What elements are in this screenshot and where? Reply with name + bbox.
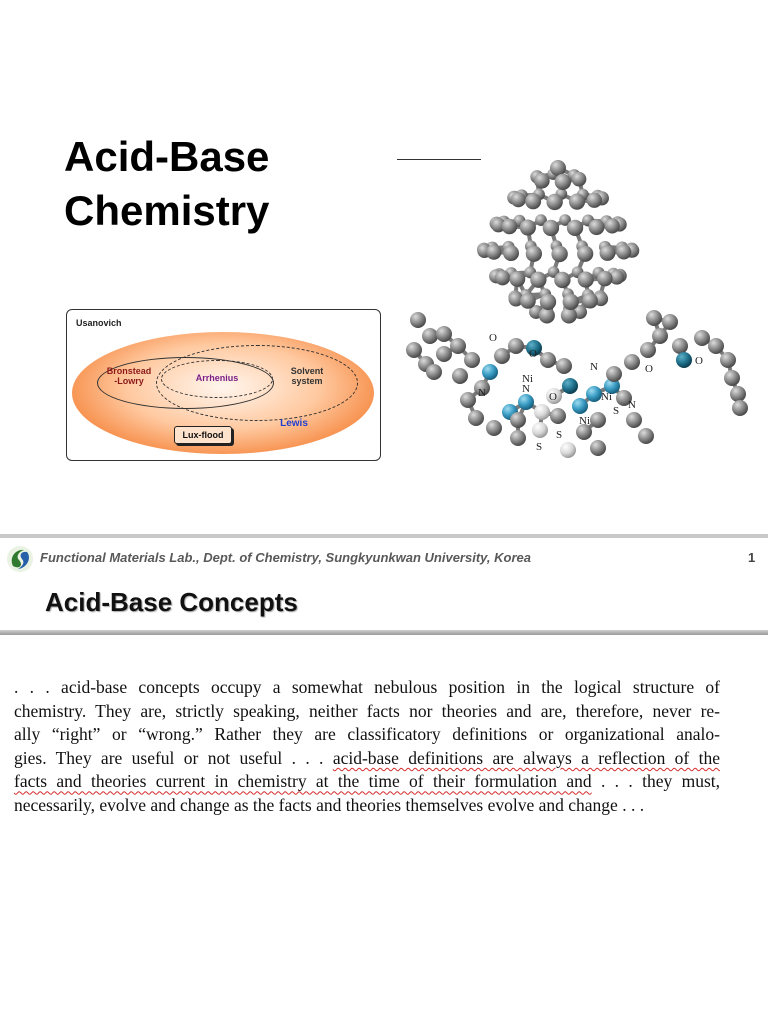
atom-sphere bbox=[510, 430, 526, 446]
atom-label: O bbox=[529, 348, 537, 360]
solvent-label bbox=[277, 366, 337, 386]
atom-sphere bbox=[582, 293, 598, 309]
atom-sphere bbox=[597, 271, 613, 287]
atom-sphere bbox=[510, 412, 526, 428]
atom-label: Ni bbox=[522, 373, 533, 385]
header-divider bbox=[0, 630, 768, 635]
quote-line bbox=[14, 747, 720, 771]
quote-line: . . . acid-base concepts occupy a somewhat nebulous position in the logical structure of bbox=[14, 677, 720, 697]
atom-sphere bbox=[563, 294, 579, 310]
atom-label: S bbox=[556, 429, 563, 441]
usanovich-diagram bbox=[66, 309, 381, 461]
atom-label: N bbox=[590, 361, 598, 373]
atom-sphere bbox=[532, 422, 548, 438]
atom-label: S bbox=[536, 441, 543, 453]
quote-line: necessarily, evolve and change as the facts and theories themselves evolve and change . . . bbox=[14, 794, 645, 815]
atom-sphere bbox=[450, 338, 466, 354]
page-number: 1 bbox=[748, 550, 756, 565]
slide-title bbox=[64, 130, 384, 238]
atom-sphere bbox=[406, 342, 422, 358]
atom-sphere bbox=[561, 307, 577, 323]
atom-sphere bbox=[436, 346, 452, 362]
bronsted-label bbox=[101, 366, 157, 386]
atom-sphere bbox=[526, 246, 542, 262]
atom-sphere bbox=[578, 272, 594, 288]
atom-sphere bbox=[662, 314, 678, 330]
lewis-label: Lewis bbox=[280, 418, 308, 429]
atom-sphere bbox=[525, 193, 541, 209]
atom-label: O bbox=[489, 332, 497, 344]
atom-label: O bbox=[645, 363, 653, 375]
atom-sphere bbox=[502, 219, 517, 234]
atom-sphere bbox=[511, 192, 526, 207]
atom-sphere bbox=[436, 326, 452, 342]
atom-sphere bbox=[518, 394, 534, 410]
atom-sphere bbox=[587, 193, 602, 208]
atom-sphere bbox=[551, 246, 567, 262]
slide-divider bbox=[0, 534, 768, 538]
atom-sphere bbox=[422, 328, 438, 344]
atom-sphere bbox=[410, 312, 426, 328]
quote-line bbox=[14, 770, 720, 794]
atom-sphere bbox=[606, 366, 622, 382]
atom-label: S bbox=[613, 405, 620, 417]
atom-sphere bbox=[464, 352, 480, 368]
atom-sphere bbox=[534, 173, 550, 189]
atom-sphere bbox=[494, 348, 510, 364]
atom-label: N bbox=[628, 399, 636, 411]
atom-sphere bbox=[452, 368, 468, 384]
atom-label: O bbox=[549, 391, 557, 403]
atom-label: Ni bbox=[601, 391, 612, 403]
atom-sphere bbox=[605, 218, 620, 233]
bronsted-label-line1: Bronstead bbox=[106, 366, 152, 376]
quote-line: ally “right” or “wrong.” Rather they are classificatory definitions or organizational analo- bbox=[14, 724, 720, 745]
atom-sphere bbox=[486, 420, 502, 436]
spellcheck-underlined-text: acid-base definitions are always a reflection of the bbox=[332, 747, 721, 768]
atom-sphere bbox=[586, 386, 602, 402]
atom-sphere bbox=[730, 386, 746, 402]
title-line-2: Chemistry bbox=[64, 187, 270, 234]
section-title: Acid-Base Concepts bbox=[45, 587, 298, 617]
atom-sphere bbox=[509, 271, 525, 287]
atom-sphere bbox=[546, 194, 562, 210]
atom-sphere bbox=[562, 378, 578, 394]
atom-sphere bbox=[577, 246, 593, 262]
atom-sphere bbox=[590, 440, 606, 456]
solvent-label-line2: system bbox=[291, 376, 323, 386]
quote-block bbox=[14, 676, 720, 818]
quote-line: chemistry. They are, strictly speaking, neither facts nor theories and are, therefore, never re- bbox=[14, 700, 720, 721]
quote-text: gies. They are useful or not useful . . . bbox=[14, 747, 333, 768]
atom-sphere bbox=[550, 160, 566, 176]
atom-label: N bbox=[522, 383, 530, 395]
atom-sphere bbox=[556, 358, 572, 374]
title-line-1: Acid-Base bbox=[64, 133, 270, 180]
atom-sphere bbox=[720, 352, 736, 368]
arrhenius-label: Arrhenius bbox=[195, 373, 239, 383]
bronsted-label-line2: -Lowry bbox=[114, 376, 144, 386]
atom-sphere bbox=[589, 219, 605, 235]
atom-sphere bbox=[550, 408, 566, 424]
atom-sphere bbox=[540, 352, 556, 368]
atom-sphere bbox=[694, 330, 710, 346]
atom-sphere bbox=[708, 338, 724, 354]
university-logo-icon bbox=[5, 544, 35, 574]
fullerene-molecule-image bbox=[398, 150, 758, 462]
atom-sphere bbox=[638, 428, 654, 444]
atom-sphere bbox=[624, 354, 640, 370]
atom-sphere bbox=[616, 244, 631, 259]
atom-sphere bbox=[543, 220, 559, 236]
atom-sphere bbox=[482, 364, 498, 380]
atom-sphere bbox=[672, 338, 688, 354]
atom-sphere bbox=[426, 364, 442, 380]
atom-sphere bbox=[626, 412, 642, 428]
spellcheck-underlined-text: facts and theories current in chemistry at the time of their formulation and bbox=[14, 771, 592, 792]
atom-sphere bbox=[646, 310, 662, 326]
atom-sphere bbox=[508, 338, 524, 354]
atom-sphere bbox=[560, 442, 576, 458]
atom-sphere bbox=[530, 272, 546, 288]
atom-label: Ni bbox=[579, 415, 590, 427]
atom-sphere bbox=[555, 174, 571, 190]
atom-sphere bbox=[640, 342, 656, 358]
atom-sphere bbox=[600, 245, 616, 261]
atom-sphere bbox=[503, 245, 519, 261]
atom-sphere bbox=[572, 172, 587, 187]
atom-sphere bbox=[520, 293, 536, 309]
atom-sphere bbox=[732, 400, 748, 416]
atom-sphere bbox=[554, 272, 570, 288]
atom-sphere bbox=[676, 352, 692, 368]
atom-sphere bbox=[486, 244, 501, 259]
atom-label: O bbox=[695, 355, 703, 367]
atom-sphere bbox=[572, 398, 588, 414]
atom-sphere bbox=[520, 219, 536, 235]
diagram-title: Usanovich bbox=[76, 318, 122, 328]
atom-sphere bbox=[569, 194, 585, 210]
atom-sphere bbox=[724, 370, 740, 386]
atom-sphere bbox=[460, 392, 476, 408]
quote-text: . . . they must, bbox=[591, 771, 720, 792]
atom-sphere bbox=[495, 270, 510, 285]
atom-sphere bbox=[534, 404, 550, 420]
atom-label: N bbox=[478, 387, 486, 399]
atom-sphere bbox=[540, 294, 556, 310]
lux-flood-label: Lux-flood bbox=[174, 426, 232, 444]
lab-affiliation: Functional Materials Lab., Dept. of Chemistry, Sungkyunkwan University, Korea bbox=[40, 550, 531, 565]
atom-sphere bbox=[567, 220, 583, 236]
atom-sphere bbox=[652, 328, 668, 344]
solvent-label-line1: Solvent bbox=[290, 366, 324, 376]
atom-sphere bbox=[468, 410, 484, 426]
atom-sphere bbox=[590, 412, 606, 428]
